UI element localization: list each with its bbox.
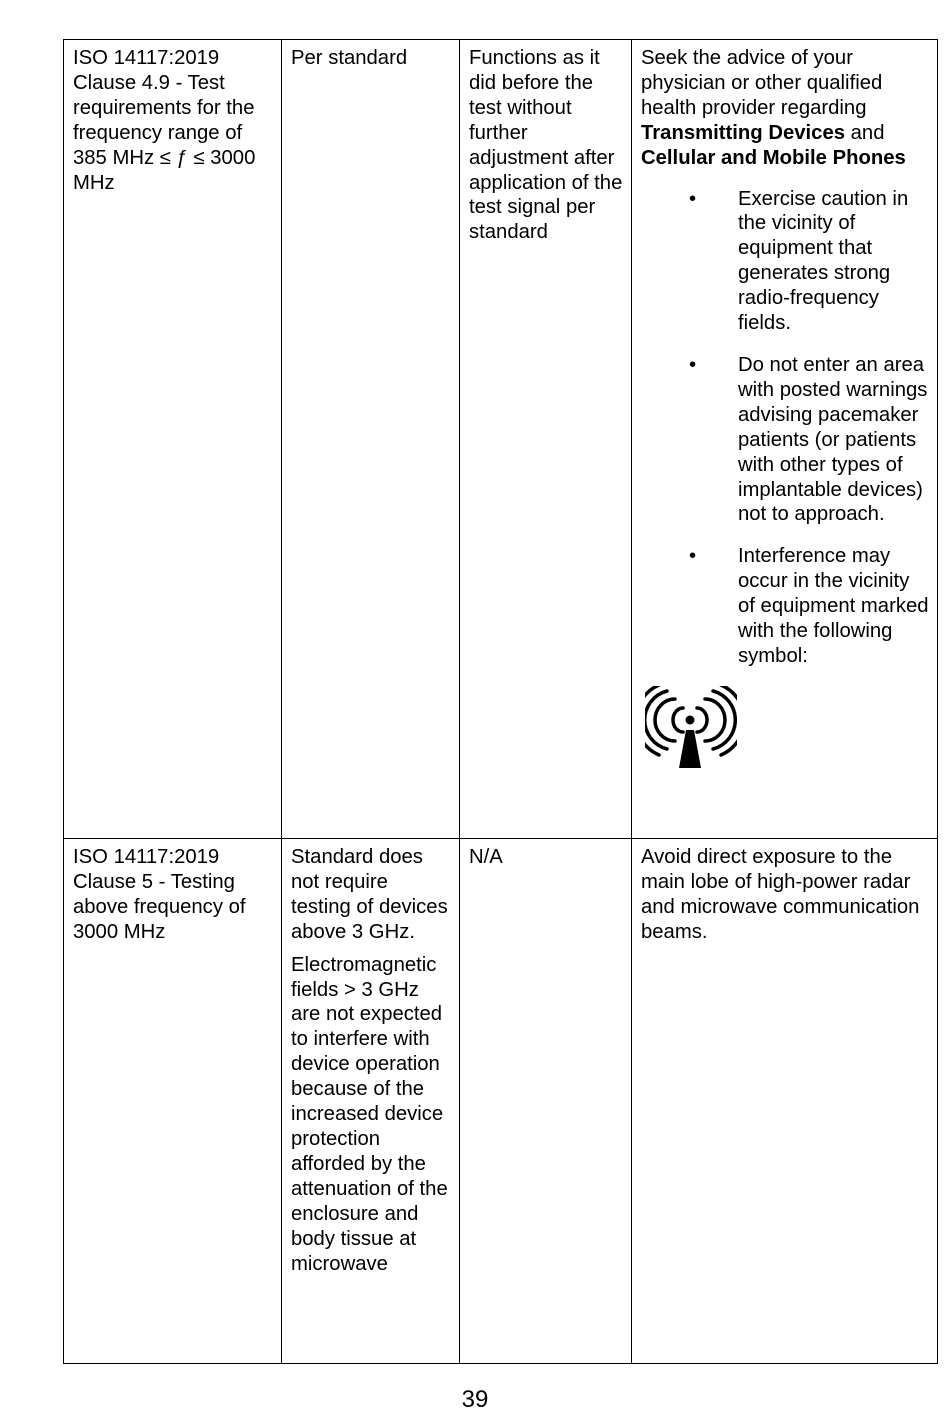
cellular-phones-label: Cellular and Mobile Phones (641, 146, 906, 169)
guidance-text: Avoid direct exposure to the main lobe of high-power radar and microwave communication beams. (641, 846, 920, 943)
conjunction-text: and (845, 121, 885, 144)
table-row (64, 40, 938, 839)
bullet-icon: • (689, 545, 697, 568)
list-item (641, 544, 929, 669)
level-text: Standard does not require testing of devices above 3 GHz. (291, 846, 448, 943)
test-text: ISO 14117:2019 Clause 4.9 - Test requirements for the frequency range of 385 MHz ≤ ƒ ≤ 3000 MHz (73, 47, 256, 194)
emc-test-table (63, 39, 938, 1364)
bullet-icon: • (689, 353, 697, 376)
guidance-cell (632, 839, 938, 1364)
guidance-bullet-list (641, 187, 929, 669)
level-cell (282, 839, 460, 1364)
level-cell (282, 40, 460, 839)
table-row (64, 839, 938, 1364)
list-item (641, 187, 929, 336)
page-number: 39 (461, 1386, 489, 1413)
result-cell (460, 40, 632, 839)
non-ionizing-radiation-icon (645, 686, 737, 772)
level-text: Electromagnetic fields > 3 GHz are not expected to interfere with device operation because of the increased device protection afforded by the attenuation of the enclosure and body tissue at microwave (291, 953, 448, 1275)
test-cell (64, 40, 282, 839)
level-text: Per standard (291, 47, 408, 69)
result-text: N/A (469, 846, 503, 868)
bullet-text: Exercise caution in the vicinity of equipment that generates strong radio-frequency fields. (738, 187, 909, 335)
bullet-text: Interference may occur in the vicinity of equipment marked with the following symbol: (738, 545, 929, 667)
guidance-intro (641, 46, 929, 171)
result-text: Functions as it did before the test without further adjustment after application of the test signal per standard (469, 47, 623, 244)
result-cell (460, 839, 632, 1364)
transmitting-devices-label: Transmitting Devices (641, 121, 846, 144)
bullet-icon: • (689, 187, 697, 210)
list-item (641, 353, 929, 527)
guidance-intro-text: Seek the advice of your physician or other qualified health provider regarding (641, 47, 883, 119)
guidance-cell (632, 40, 938, 839)
test-cell (64, 839, 282, 1364)
test-text: ISO 14117:2019 Clause 5 - Testing above frequency of 3000 MHz (73, 846, 246, 943)
bullet-text: Do not enter an area with posted warnings advising pacemaker patients (or patients with other types of implantable devices) not to approach. (738, 353, 928, 526)
